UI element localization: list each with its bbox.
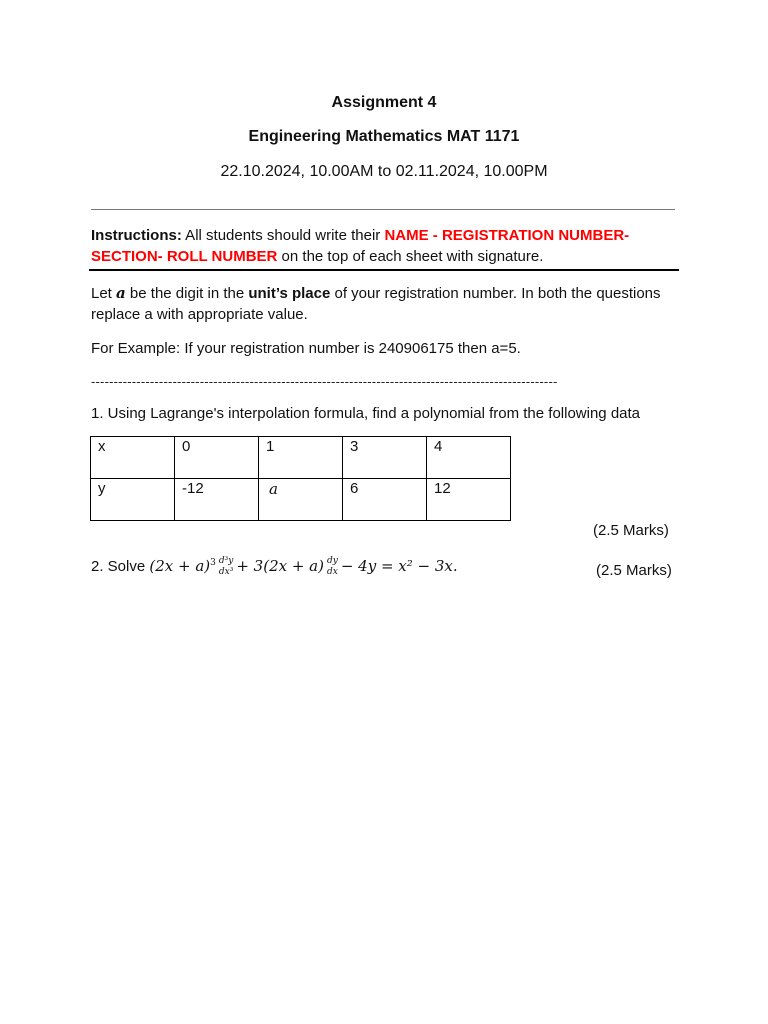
question-2-fraction-2 xyxy=(327,556,338,578)
instructions-paragraph xyxy=(91,225,691,267)
table-row xyxy=(91,479,511,521)
table-cell: -12 xyxy=(175,479,259,521)
instructions-text-2: on the top of each sheet with signature. xyxy=(277,248,544,265)
intro-variable-a: a xyxy=(116,284,126,302)
table-cell: 0 xyxy=(175,437,259,479)
assignment-title: Assignment 4 xyxy=(331,94,437,111)
question-2-exponent: 3 xyxy=(210,557,216,568)
example-text: For Example: If your registration number is 240906175 then a=5. xyxy=(91,340,521,357)
table-cell: 6 xyxy=(343,479,427,521)
instructions-text-1: All students should write their xyxy=(181,227,385,244)
intro-paragraph xyxy=(91,283,691,325)
fraction-denominator: dx³ xyxy=(218,567,234,577)
table-cell: 3 xyxy=(343,437,427,479)
assignment-dates: 22.10.2024, 10.00AM to 02.11.2024, 10.00PM xyxy=(220,163,548,180)
fraction-numerator: d³y xyxy=(218,556,234,566)
question-2-prefix: 2. Solve xyxy=(91,557,150,575)
question-2-term-2: + 3(2x + a) xyxy=(236,556,324,575)
table-cell: 4 xyxy=(427,437,511,479)
instructions-highlight: NAME - REGISTRATION NUMBER- SECTION- ROLL NUMBER xyxy=(91,227,630,265)
question-2-fraction-1 xyxy=(219,556,233,578)
question-2-term-3: − 4y = x² − 3x. xyxy=(340,556,458,575)
question-2-marks: (2.5 Marks) xyxy=(596,562,672,579)
table-cell: 1 xyxy=(259,437,343,479)
intro-let: Let xyxy=(91,285,117,302)
table-cell: x xyxy=(91,437,175,479)
fraction-numerator: dy xyxy=(326,556,338,566)
data-table xyxy=(90,436,511,521)
divider-thin xyxy=(91,209,675,210)
table-row xyxy=(91,437,511,479)
question-2-text xyxy=(91,556,458,578)
table-cell: a xyxy=(259,479,343,521)
question-2-term-1: (2x + a) xyxy=(149,556,211,575)
question-1-text: 1. Using Lagrange's interpolation formula, find a polynomial from the following data xyxy=(91,405,641,422)
intro-rest: of your registration number. In both the questions replace a with appropriate value. xyxy=(91,285,661,323)
dashed-separator: ------------------------------------------------------------------------------------------------------- xyxy=(91,374,558,389)
intro-units-place: unit’s place xyxy=(248,285,331,302)
fraction-denominator: dx xyxy=(326,567,338,577)
divider-thick xyxy=(89,269,679,271)
table-cell: 12 xyxy=(427,479,511,521)
table-cell: y xyxy=(91,479,175,521)
course-title: Engineering Mathematics MAT 1171 xyxy=(248,128,520,145)
question-1-marks: (2.5 Marks) xyxy=(593,522,669,539)
intro-mid: be the digit in the xyxy=(125,285,249,302)
instructions-label: Instructions: xyxy=(91,227,182,244)
